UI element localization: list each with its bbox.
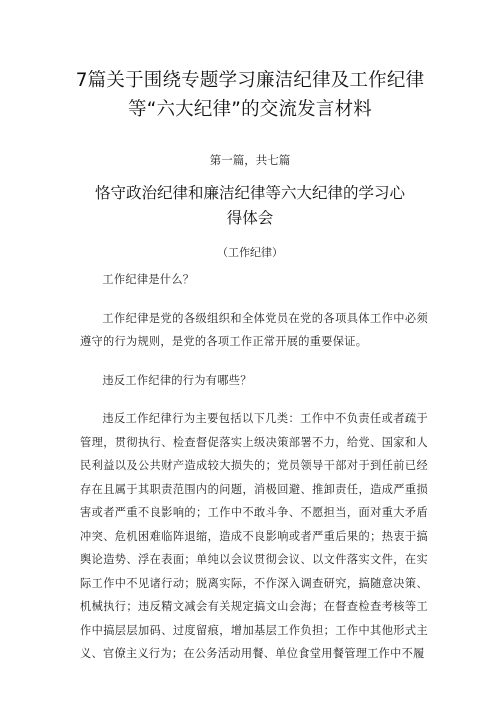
article-title: 恪守政治纪律和廉洁纪律等六大纪律的学习心得体会 <box>94 184 405 227</box>
section-subhead: 第一篇，共七篇 <box>209 153 291 167</box>
body-paragraph: 违反工作纪律行为主要包括以下几类：工作中不负责任或者疏于管理，贯彻执行、检查督促落实上级决策部署不力，给党、国家和人民利益以及公共财产造成较大损失的；党员领导干部对于到任前已经存在且属于其职责范围内的问题，消极回避、推卸责任，造成严重损害或者严重不良影响的；工作中不敢斗争、不愿担当，面对重大矛盾冲突、危机困难临阵退缩，造成不良影响或者严重后果的；热衷于搞舆论造势、浮在表面；单纯以会议贯彻会议、以文件落实文件，在实际工作中不见诸行动；脱离实际，不作深入调查研究，搞随意决策、机械执行；违反精文减会有关规定搞文山会海；在督查检查考核等工作中搞层层加码、过度留痕，增加基层工作负担；工作中其他形式主义、官僚主义行为；在公务活动用餐、单位食堂用餐管理工作中不履 <box>80 412 428 660</box>
category-tag: （工作纪律） <box>217 246 283 259</box>
question-paragraph: 违反工作纪律的行为有哪些？ <box>102 373 252 387</box>
document-body <box>80 268 428 666</box>
question-paragraph: 工作纪律是什么？ <box>102 273 195 286</box>
document-title: 7篇关于围绕专题学习廉洁纪律及工作纪律等“六大纪律”的交流发言材料 <box>75 70 425 120</box>
body-paragraph: 工作纪律是党的各级组织和全体党员在党的各项具体工作中必须遵守的行为规则，是党的各项工作正常开展的重要保证。 <box>80 311 428 348</box>
